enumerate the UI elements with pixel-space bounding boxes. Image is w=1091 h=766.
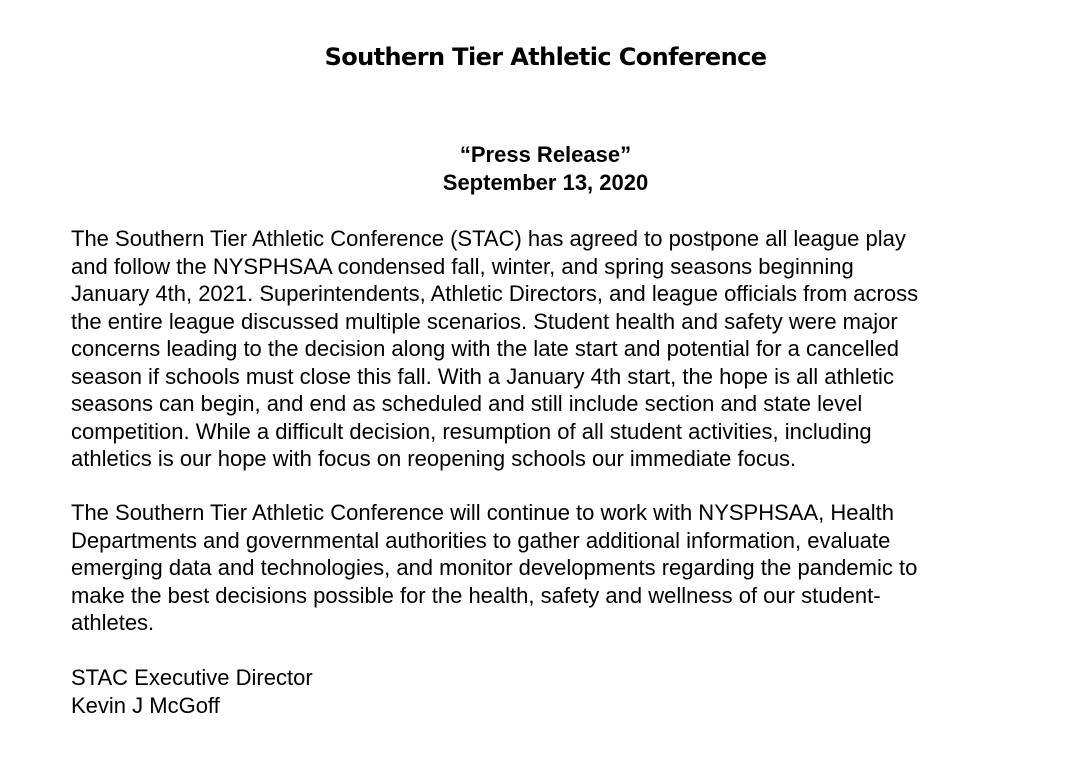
release-date: September 13, 2020 <box>442 170 649 195</box>
signature-name: Kevin J McGoff <box>71 693 220 718</box>
release-heading <box>0 141 1091 197</box>
organization-title: Southern Tier Athletic Conference <box>324 43 767 71</box>
body-paragraph-2: The Southern Tier Athletic Conference will continue to work with NYSPHSAA, Health Departments and governmental authorities to gather additional information, evaluate emerging data and technologies, and monitor developments regarding the pandemic to make the best decisions possible for the health, safety and wellness of our student- athletes. <box>71 500 918 635</box>
signature-block <box>71 664 313 720</box>
body-paragraph-1: The Southern Tier Athletic Conference (STAC) has agreed to postpone all league play and follow the NYSPHSAA condensed fall, winter, and spring seasons beginning January 4th, 2021. Superintendents, Athletic Directors, and league officials from across the entire league discussed multiple scenarios. Student health and safety were major concerns leading to the decision along with the late start and potential for a cancelled season if schools must close this fall. With a January 4th start, the hope is all athletic seasons can begin, and end as scheduled and still include section and state level competition. While a difficult decision, resumption of all student activities, including athletics is our hope with focus on reopening schools our immediate focus. <box>71 226 919 471</box>
release-label: “Press Release” <box>459 142 632 167</box>
signature-title: STAC Executive Director <box>71 665 313 690</box>
